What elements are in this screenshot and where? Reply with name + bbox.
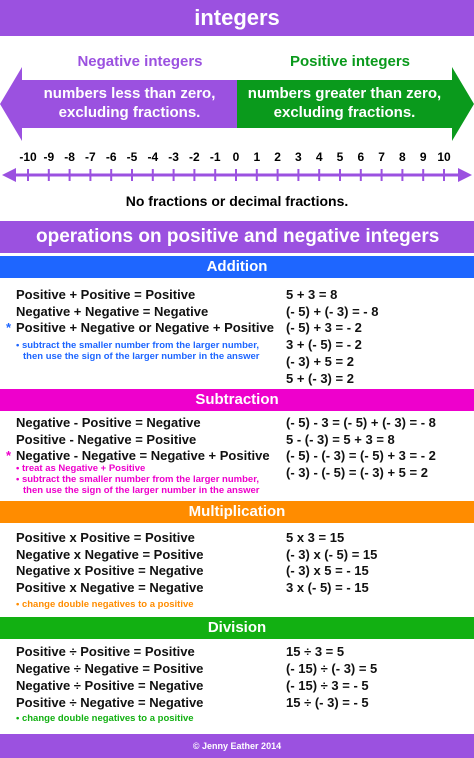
number-line-label: -8 [64, 150, 75, 164]
number-line-label: 7 [378, 150, 385, 164]
number-line-label: 9 [419, 150, 427, 164]
division-example-2: (- 15) ÷ (- 3) = 5 [286, 661, 378, 676]
division-example-1: 15 ÷ 3 = 5 [286, 644, 345, 659]
number-line-label: 2 [274, 150, 281, 164]
addition-example-6: 5 + (- 3) = 2 [286, 371, 354, 386]
subtraction-example-3: (- 5) - (- 3) = (- 5) + 3 = - 2 [286, 448, 436, 463]
multiplication-heading: Multiplication [0, 501, 474, 523]
number-line-label: 1 [253, 150, 261, 164]
subtraction-note-text-2: subtract the smaller number from the larger number, [21, 474, 260, 485]
positive-description-line-2: excluding fractions. [273, 104, 416, 121]
number-line-left-arrowhead [2, 168, 16, 182]
multiplication-example-1: 5 x 3 = 15 [286, 530, 345, 545]
division-heading: Division [0, 617, 474, 639]
addition-example-3: (- 5) + 3 = - 2 [286, 320, 362, 335]
positive-integers-title: Positive integers [289, 53, 411, 70]
number-line-label: -2 [189, 150, 200, 164]
subtraction-example-1: (- 5) - 3 = (- 5) + (- 3) = - 8 [286, 415, 436, 430]
multiplication-note: • change double negatives to a positive [16, 599, 194, 610]
subtraction-notes [16, 463, 259, 496]
multiplication-rule-2: Negative x Negative = Positive [16, 547, 204, 562]
no-fractions-note: No fractions or decimal fractions. [125, 193, 349, 209]
negative-description [22, 84, 237, 122]
negative-description-line-2: excluding fractions. [58, 104, 201, 121]
subtraction-star: * [6, 448, 12, 463]
number-line-label: 5 [336, 150, 344, 164]
addition-example-1: 5 + 3 = 8 [286, 287, 338, 302]
addition-note-text-1: subtract the smaller number from the larger number, [21, 340, 260, 351]
subtraction-note-text-1: treat as Negative + Positive [21, 463, 146, 474]
number-line [0, 150, 474, 186]
multiplication-example-3: (- 3) x 5 = - 15 [286, 563, 369, 578]
number-line-label: -5 [126, 150, 138, 164]
addition-rule-3: Positive + Negative or Negative + Positive [16, 320, 274, 335]
addition-example-5: (- 3) + 5 = 2 [286, 354, 354, 369]
multiplication-rule-4: Positive x Negative = Negative [16, 580, 204, 595]
multiplication-example-4: 3 x (- 5) = - 15 [286, 580, 369, 595]
number-line-label: 0 [232, 150, 240, 164]
number-line-label: 10 [437, 150, 451, 164]
number-line-label: 6 [357, 150, 365, 164]
division-rule-2: Negative ÷ Negative = Positive [16, 661, 204, 676]
addition-example-2: (- 5) + (- 3) = - 8 [286, 304, 379, 319]
number-line-label: -9 [43, 150, 55, 164]
addition-star: * [6, 320, 12, 335]
subtraction-example-4: (- 3) - (- 5) = (- 3) + 5 = 2 [286, 465, 428, 480]
addition-note-line-2: then use the sign of the larger number in the answer [23, 351, 260, 362]
operations-title: operations on positive and negative integers [0, 221, 474, 253]
division-example-3: (- 15) ÷ 3 = - 5 [286, 678, 369, 693]
addition-rule-1: Positive + Positive = Positive [16, 287, 196, 302]
division-note: • change double negatives to a positive [16, 713, 194, 724]
addition-note [16, 340, 259, 362]
number-line-label: -1 [209, 150, 221, 164]
number-line-label: -7 [85, 150, 96, 164]
multiplication-note-text: change double negatives to a positive [21, 599, 194, 610]
copyright-footer: © Jenny Eather 2014 [0, 734, 474, 758]
multiplication-rule-1: Positive x Positive = Positive [16, 530, 195, 545]
number-line-label: -3 [168, 150, 179, 164]
page-title: integers [0, 0, 474, 36]
subtraction-example-2: 5 - (- 3) = 5 + 3 = 8 [286, 432, 395, 447]
number-line-label: -4 [147, 150, 159, 164]
addition-example-4: 3 + (- 5) = - 2 [286, 337, 362, 352]
multiplication-example-2: (- 3) x (- 5) = 15 [286, 547, 378, 562]
division-rule-1: Positive ÷ Positive = Positive [16, 644, 195, 659]
subtraction-note-line-1: • treat as Negative + Positive [16, 463, 146, 474]
number-line-label: 3 [295, 150, 302, 164]
subtraction-note-line-2: • subtract the smaller number from the larger number, [16, 474, 260, 485]
positive-description [237, 84, 452, 122]
subtraction-rule-3: Negative - Negative = Negative + Positive [16, 448, 270, 463]
subtraction-note-line-3: then use the sign of the larger number in the answer [23, 485, 260, 496]
number-line-label: 4 [315, 150, 323, 164]
multiplication-rule-3: Negative x Positive = Negative [16, 563, 204, 578]
subtraction-rule-2: Positive - Negative = Positive [16, 432, 197, 447]
subtraction-heading: Subtraction [0, 389, 474, 411]
number-line-label: -6 [105, 150, 117, 164]
number-line-axis [0, 164, 474, 186]
negative-integers-title: Negative integers [77, 53, 203, 70]
negative-description-line-1: numbers less than zero, [43, 85, 216, 102]
number-line-right-arrowhead [458, 168, 472, 182]
addition-heading: Addition [0, 256, 474, 278]
number-line-label: 8 [399, 150, 406, 164]
addition-rule-2: Negative + Negative = Negative [16, 304, 209, 319]
subtraction-rule-1: Negative - Positive = Negative [16, 415, 201, 430]
number-line-label: -10 [19, 150, 37, 164]
division-rule-3: Negative ÷ Positive = Negative [16, 678, 204, 693]
positive-description-line-1: numbers greater than zero, [247, 85, 442, 102]
division-rule-4: Positive ÷ Negative = Negative [16, 695, 204, 710]
division-note-text: change double negatives to a positive [21, 713, 194, 724]
addition-note-line-1: • subtract the smaller number from the larger number, [16, 340, 260, 351]
division-example-4: 15 ÷ (- 3) = - 5 [286, 695, 369, 710]
